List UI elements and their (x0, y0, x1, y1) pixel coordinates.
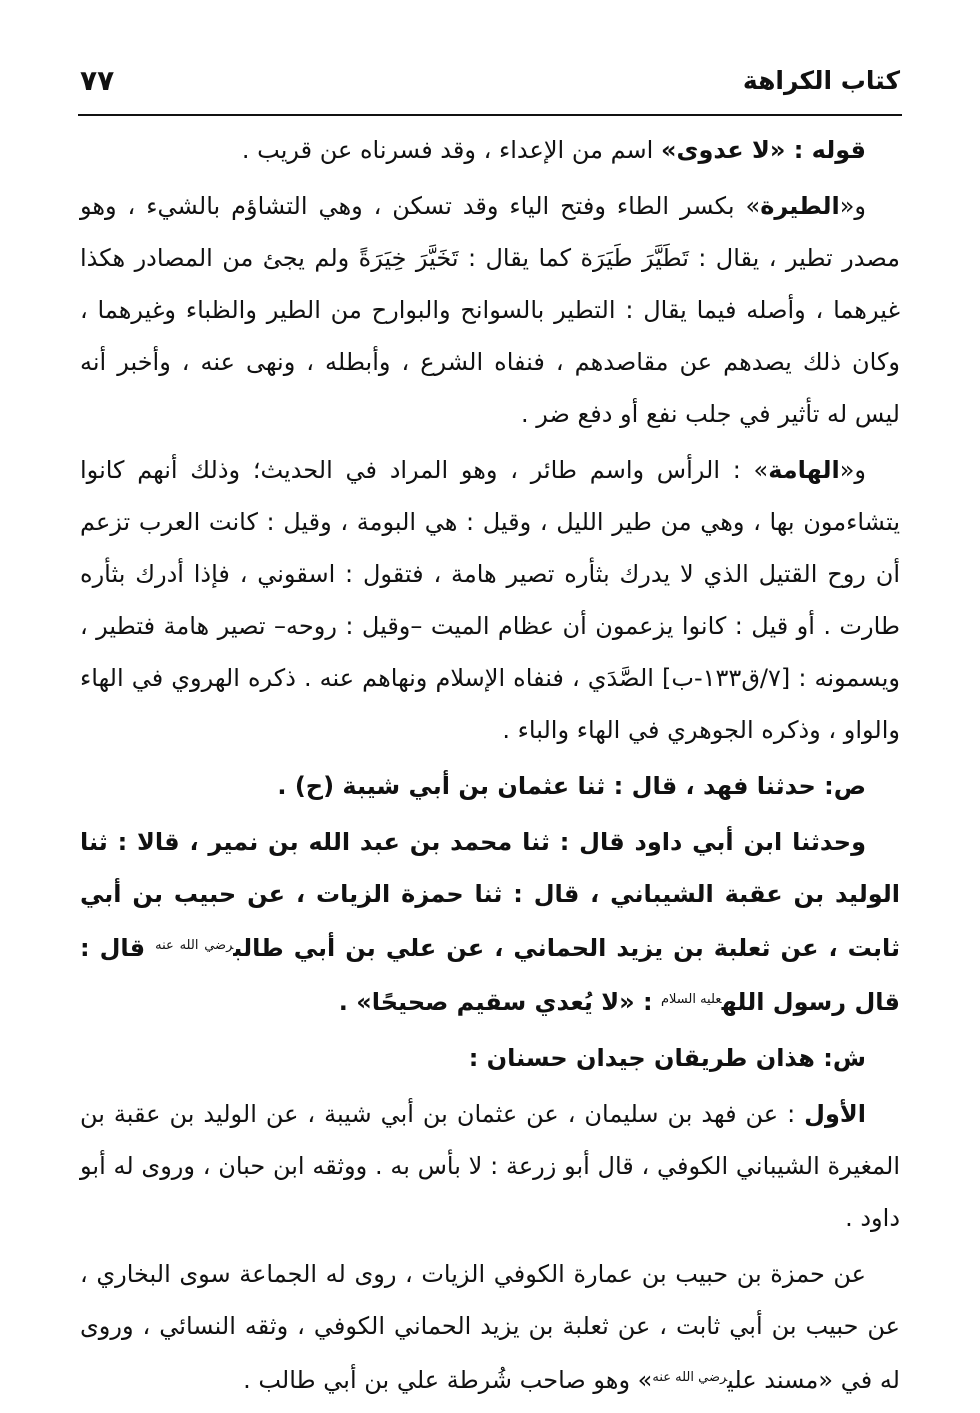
header-rule (78, 114, 902, 116)
paragraph-text: » : الرأس واسم طائر ، وهو المراد في الحديث؛ وذلك أنهم كانوا يتشاءمون بها ، وهي من طير الليل ، وقيل : هي البومة ، وقيل : كانت العرب تزعم أن روح القتيل الذي لا يدرك بثأره تصير هامة ، فتقول : اسقوني ، فإذا أدرك بثأره طارت . أو قيل : كانوا يزعمون أن عظام الميت –وقيل : روحه– تصير هامة فتطير ، ويسمونه : [٧/ق١٣٣-ب] الصَّدَي ، فنفاه الإسلام ونهاهم عنه . ذكره الهروي في الهاء والواو ، وذكره الجوهري في الهاء والباء . (80, 456, 900, 744)
paragraph-text: عن حمزة بن حبيب بن عمارة الكوفي الزيات ، روى له الجماعة سوى البخاري ، عن حبيب بن أبي ثابت ، عن ثعلبة بن يزيد الحماني الكوفي ، وثقه النسائي ، وروى له في «مسند علي (80, 1260, 900, 1394)
paragraph-text: ص: حدثنا فهد ، قال : ثنا عثمان بن أبي شيبة (ح) . (277, 772, 866, 800)
hadith-chain (80, 816, 900, 1028)
paragraph-text: » بكسر الطاء وفتح الياء وقد تسكن ، وهي التشاؤم بالشيء ، وهو مصدر تطير ، يقال : تَطَيَّرَ طَيَرَة كما يقال : تَخَيَّرَ خِيَرَةً ولم يجئ من المصادر هكذا غيرهما ، وأصله فيما يقال : التطير بالسوانح والبوارح من الطير والظباء وغيرهما ، وكان ذلك يصدهم عن مقاصدهم ، فنفاه الشرع ، وأبطله ، ونهى عنه ، وأخبر أنه ليس له تأثير في جلب نفع أو دفع ضر . (80, 192, 900, 428)
running-header (80, 60, 900, 108)
keyword: قوله : «لا عدوى» (660, 136, 866, 164)
paragraph-text: اسم من الإعداء ، وقد فسرناه عن قريب . (241, 136, 661, 164)
paragraph-text: وحدثنا ابن أبي داود قال : ثنا محمد بن عبد الله بن نمير ، قالا : ثنا الوليد بن عقبة الشيباني ، قال : ثنا حمزة الزيات ، عن حبيب بن أبي ثابت ، عن ثعلبة بن يزيد الحماني ، عن علي بن أبي طالب (80, 828, 901, 962)
text-heading-sad (80, 760, 900, 812)
text-heading-shin (80, 1032, 900, 1084)
keyword: الأول (804, 1100, 866, 1128)
keyword: الطيرة (760, 192, 840, 220)
body-text (80, 124, 900, 1406)
paragraph (80, 1248, 900, 1406)
honorific-ligature: رضي الله عنه (155, 938, 234, 953)
honorific-ligature: رضي الله عنه (652, 1370, 728, 1385)
paragraph-text: : عن فهد بن سليمان ، عن عثمان بن أبي شيبة ، عن الوليد بن عقبة بن المغيرة الشيباني الكوفي ، قال أبو زرعة : لا بأس به . ووثقه ابن حبان ، وروى له أبو داود . (80, 1100, 900, 1232)
paragraph (80, 444, 900, 756)
paragraph (80, 180, 900, 440)
paragraph-text: » وهو صاحب شُرطة علي بن أبي طالب . (243, 1366, 653, 1394)
paragraph-text: : «لا يُعدي سقيم صحيحًا» . (338, 988, 661, 1016)
paragraph-text: قال : قال رسول الله (80, 934, 900, 1016)
paragraph (80, 1088, 900, 1244)
paragraph (80, 124, 900, 176)
keyword: الهامة (768, 456, 840, 484)
header-title: كتاب الكراهة (742, 66, 900, 95)
paragraph-text: ش: هذان طريقان جيدان حسنان : (468, 1044, 866, 1072)
honorific-ligature: عليه السلام (660, 992, 722, 1007)
page-number: ٧٧ (80, 64, 115, 97)
quote-open: و« (839, 192, 866, 220)
quote-open: و« (839, 456, 866, 484)
